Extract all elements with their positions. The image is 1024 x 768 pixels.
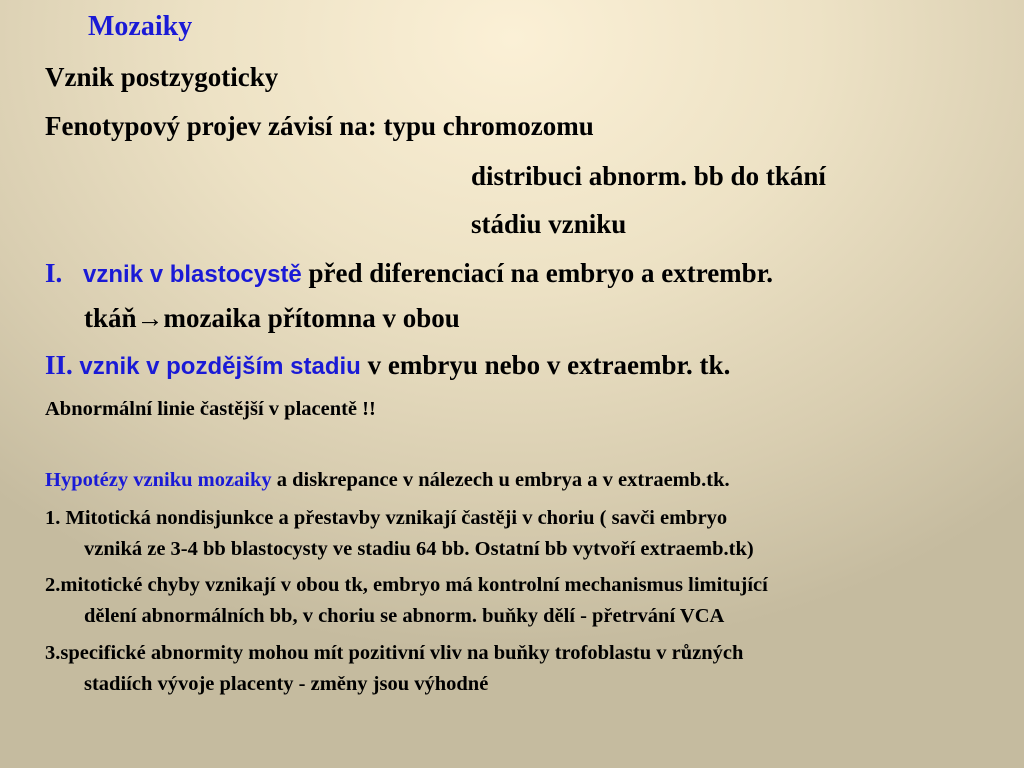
list-item-1-highlight: vznik v blastocystě: [83, 261, 302, 288]
text-line-phenotype: Fenotypový projev závisí na: typu chromozomu: [45, 111, 594, 141]
point-2-line-2: dělení abnormálních bb, v choriu se abnorm. buňky dělí - přetrvání VCA: [84, 605, 725, 627]
text-line-distribution: distribuci abnorm. bb do tkání: [471, 161, 826, 191]
slide-title: Mozaiky: [88, 11, 193, 42]
list-item-2: [45, 349, 730, 382]
list-item-2-highlight: vznik v pozdějším stadiu: [72, 353, 361, 380]
point-2-line-1: 2.mitotické chyby vznikají v obou tk, embryo má kontrolní mechanismus limitující: [45, 574, 768, 596]
hypotheses-highlight: Hypotézy vzniku mozaiky: [45, 469, 272, 491]
list-item-2-text: v embryu nebo v extraembr. tk.: [360, 350, 731, 380]
point-1-line-1: 1. Mitotická nondisjunkce a přestavby vznikají častěji v choriu ( savči embryo: [45, 507, 728, 529]
list-item-1: [45, 257, 773, 290]
placenta-note: Abnormální linie častější v placentě !!: [45, 398, 376, 420]
text-line-postzygotic: Vznik postzygoticky: [45, 62, 279, 92]
list-item-1-number: I.: [45, 258, 63, 288]
point-3-line-2: stadiích vývoje placenty - změny jsou výhodné: [84, 673, 489, 695]
point-1-line-2: vzniká ze 3-4 bb blastocysty ve stadiu 64 bb. Ostatní bb vytvoří extraemb.tk): [84, 538, 754, 560]
hypotheses-text: a diskrepance v nálezech u embrya a v extraemb.tk.: [271, 469, 730, 491]
list-item-1-text: před diferenciací na embryo a extrembr.: [301, 258, 773, 288]
list-item-1-continuation: tkáň→mozaika přítomna v obou: [84, 303, 460, 333]
point-3-line-1: 3.specifické abnormity mohou mít pozitivní vliv na buňky trofoblastu v různých: [45, 642, 744, 664]
list-item-2-number: II.: [45, 350, 73, 380]
hypotheses-heading: [45, 468, 730, 493]
text-line-stage: stádiu vzniku: [471, 209, 627, 239]
